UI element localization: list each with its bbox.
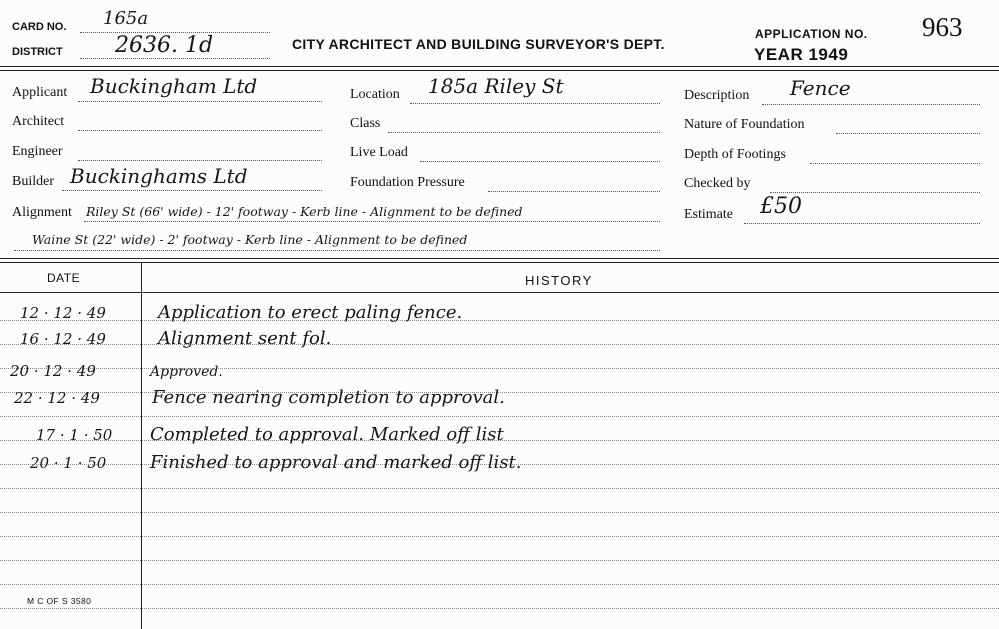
applicant-label: Applicant: [12, 85, 68, 100]
foundation-pressure-line: [488, 191, 660, 192]
table-header-rule: [0, 292, 999, 293]
nature-of-foundation-line: [836, 133, 980, 134]
live-load-line: [420, 161, 660, 162]
location-value: 185a Riley St: [428, 74, 564, 98]
card-no-label: CARD NO.: [12, 21, 67, 33]
estimate-line: [744, 223, 980, 224]
row-date: 20 · 12 · 49: [10, 362, 96, 380]
architect-label: Architect: [12, 114, 65, 129]
table-row: [0, 385, 999, 409]
applicant-line: [78, 101, 322, 102]
form-code: M C OF S 3580: [27, 596, 92, 606]
row-date: 17 · 1 · 50: [36, 426, 113, 444]
builder-label: Builder: [12, 174, 54, 189]
depth-of-footings-label: Depth of Footings: [684, 147, 786, 162]
table-top-rule: [0, 258, 999, 259]
row-date: 16 · 12 · 49: [20, 330, 106, 348]
nature-of-foundation-label: Nature of Foundation: [684, 117, 805, 132]
location-line: [410, 103, 660, 104]
row-history: Application to erect paling fence.: [158, 302, 463, 323]
application-no-value: 963: [922, 12, 963, 42]
table-top-rule-2: [0, 262, 999, 263]
table-row: [0, 452, 999, 476]
ruled-line: [0, 512, 999, 513]
checked-by-label: Checked by: [684, 176, 751, 191]
alignment-line-1-dots: [84, 221, 660, 222]
row-history: Completed to approval. Marked off list: [150, 424, 504, 445]
location-label: Location: [350, 87, 400, 102]
table-row: [0, 426, 999, 450]
row-history: Alignment sent fol.: [158, 328, 332, 349]
ruled-line: [0, 584, 999, 585]
class-line: [388, 132, 660, 133]
ruled-line: [0, 560, 999, 561]
description-line: [762, 104, 980, 105]
year-label: YEAR 1949: [754, 45, 849, 64]
estimate-label: Estimate: [684, 207, 733, 222]
ruled-line: [0, 608, 999, 609]
row-date: 20 · 1 · 50: [30, 454, 107, 472]
dept-title: CITY ARCHITECT AND BUILDING SURVEYOR'S DEPT.: [292, 36, 665, 52]
table-row: [0, 360, 999, 384]
card-no-value: 165a: [103, 8, 149, 29]
district-line: [80, 58, 270, 59]
builder-value: Buckinghams Ltd: [70, 164, 248, 188]
ruled-line: [0, 488, 999, 489]
application-no-label: APPLICATION NO.: [755, 27, 868, 41]
history-header: HISTORY: [525, 273, 593, 288]
architect-line: [78, 130, 322, 131]
row-date: 12 · 12 · 49: [20, 304, 106, 322]
checked-by-line: [770, 192, 980, 193]
header-divider-bottom: [0, 70, 999, 71]
table-row: [0, 330, 999, 354]
live-load-label: Live Load: [350, 145, 408, 160]
class-label: Class: [350, 116, 381, 131]
alignment-line-2-dots: [14, 250, 660, 251]
description-value: Fence: [790, 76, 851, 100]
alignment-line-1: Riley St (66' wide) - 12' footway - Kerb line - Alignment to be defined: [86, 204, 523, 219]
ruled-line: [0, 416, 999, 417]
description-label: Description: [684, 88, 750, 103]
depth-of-footings-line: [810, 163, 980, 164]
table-row: [0, 304, 999, 328]
applicant-value: Buckingham Ltd: [90, 74, 258, 98]
foundation-pressure-label: Foundation Pressure: [350, 175, 465, 190]
engineer-line: [78, 160, 322, 161]
ruled-line: [0, 536, 999, 537]
builder-line: [62, 190, 322, 191]
estimate-value: £50: [760, 194, 802, 219]
header-divider-top: [0, 66, 999, 67]
row-history: Fence nearing completion to approval.: [152, 387, 505, 408]
engineer-label: Engineer: [12, 144, 63, 159]
district-label: DISTRICT: [12, 46, 63, 58]
alignment-label: Alignment: [12, 205, 72, 220]
row-history: Approved.: [150, 364, 223, 380]
alignment-line-2: Waine St (22' wide) - 2' footway - Kerb line - Alignment to be defined: [32, 232, 468, 247]
district-value: 2636. 1d: [115, 33, 214, 58]
date-header: DATE: [47, 271, 81, 285]
row-date: 22 · 12 · 49: [14, 389, 100, 407]
row-history: Finished to approval and marked off list.: [150, 452, 522, 473]
